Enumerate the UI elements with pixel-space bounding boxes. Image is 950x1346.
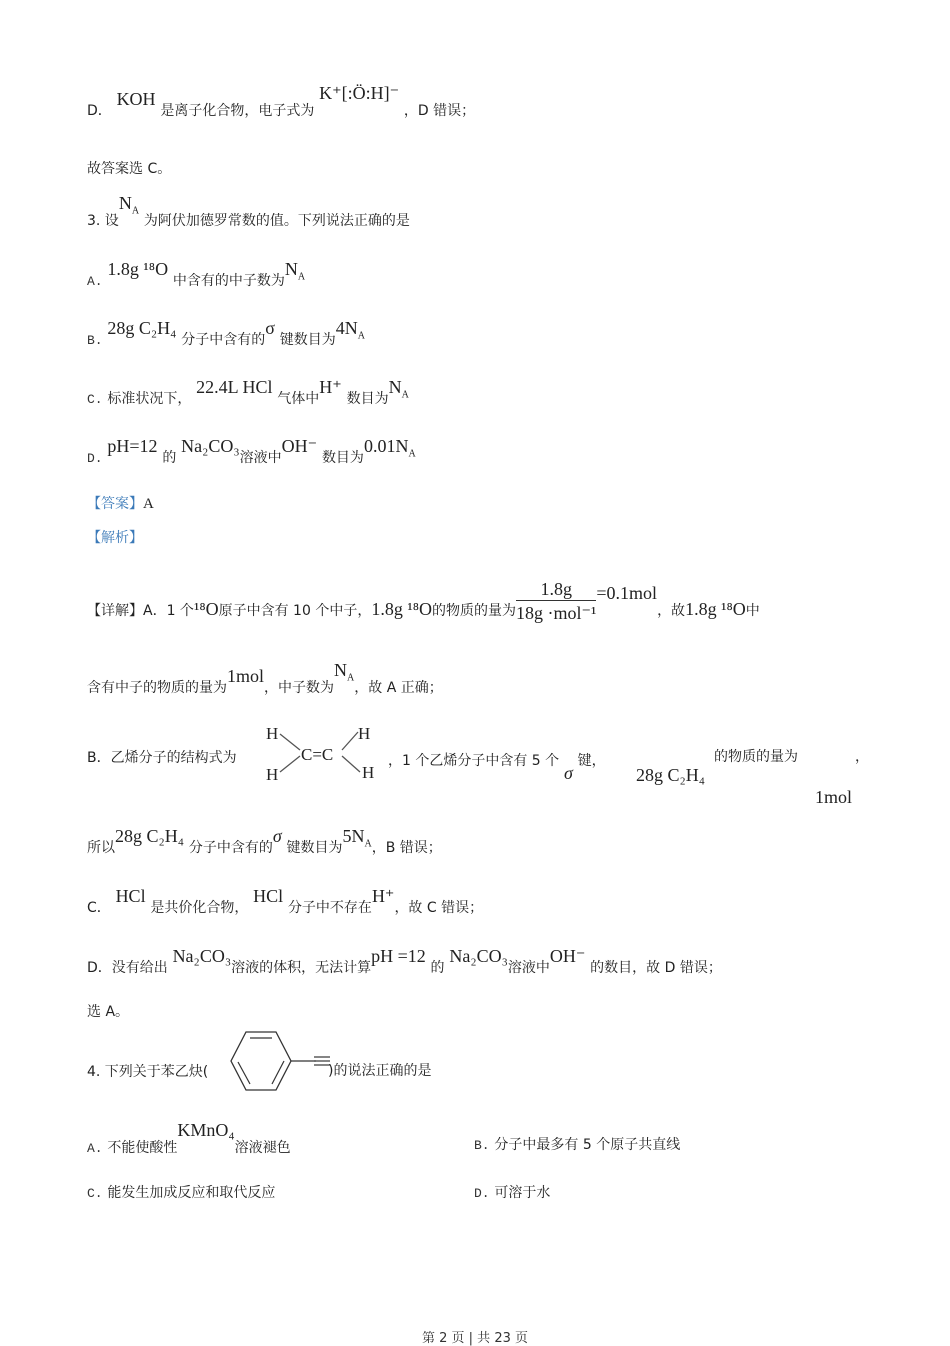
q3-option-d: D. pH=12 的 Na₂CO₃溶液中OH⁻ 数目为$0.01N_A$: [87, 436, 416, 466]
svg-text:H: H: [358, 724, 371, 743]
svg-text:H: H: [362, 763, 375, 782]
page-footer: 第 2 页 | 共 23 页: [422, 1331, 528, 1346]
answer-line: [87, 496, 154, 512]
b-formula: 28g C₂H₄: [636, 765, 706, 785]
detail-a-line2: 含有中子的物质的量为1mol，中子数为$N_A$，故 A 正确；: [87, 660, 443, 696]
detail-c-line: C． HCl 是共价化合物， HCl 分子中不存在H⁺，故 C 错误；: [87, 886, 484, 916]
svg-text:H: H: [266, 724, 279, 743]
ethylene-structure: [262, 722, 386, 786]
answer-value: A: [143, 496, 154, 512]
detail-final: 选 A。: [87, 1004, 130, 1020]
q3-option-a: A. 1.8g ¹⁸O 中含有的中子数为$N_A$: [87, 259, 306, 289]
option-label: D．: [87, 103, 112, 119]
question-3-stem: 3. 设$N_A$ 为阿伏加德罗常数的值。下列说法正确的是: [87, 193, 410, 229]
prev-conclusion: 故答案选 C。: [87, 161, 172, 177]
svg-text:C=C: C=C: [301, 745, 334, 764]
formula-koh: KOH: [116, 89, 156, 109]
q4-option-b: B. 分子中最多有 5 个原子共直线: [474, 1137, 681, 1153]
q3-option-c: C. 标准状况下， 22.4L HCl 气体中H⁺ 数目为$N_A$: [87, 377, 409, 407]
detail-d-line: D．没有给出 Na₂CO₃溶液的体积，无法计算pH =12 的 Na₂CO₃溶液中OH⁻ 的数目，故 D 错误；: [87, 946, 722, 976]
q4-option-d: D. 可溶于水: [474, 1185, 551, 1201]
analysis-tag: 【解析】: [87, 530, 143, 546]
answer-tag: 【答案】: [87, 496, 143, 512]
question-4-stem: 4. 下列关于苯乙炔(: [87, 1064, 209, 1080]
electron-formula: K⁺[:Ö:H]⁻: [319, 83, 400, 103]
detail-b-line2: 所以28g C₂H₄ 分子中含有的σ 键数目为$5N_A$，B 错误；: [87, 826, 442, 856]
na-symbol: $N_A$: [118, 193, 140, 217]
detail-b-line1: B．乙烯分子的结构式为: [87, 750, 237, 766]
fraction: $\frac{1.8g}{\text{18g ·mol⁻¹}}$: [516, 579, 597, 623]
sigma-symbol: σ: [265, 318, 275, 338]
detail-a-line1: 【详解】A．1 个¹⁸O原子中含有 10 个中子，1.8g ¹⁸O的物质的量为 $\frac{1.8g}{\text{18g ·mol⁻¹}}$ =0.1mol，故1.8g ¹⁸O中: [87, 579, 760, 623]
q4-option-a: A. 不能使酸性KMnO₄溶液褪色: [87, 1120, 291, 1156]
q3-option-b: B. 28g C₂H₄ 分子中含有的σ 键数目为$4N_A$: [87, 318, 365, 348]
phenylacetylene-structure-icon: [226, 1030, 332, 1092]
detail-b-line1-rest: ，1 个乙烯分子中含有 5 个 σ 键，: [388, 753, 606, 783]
q4-option-c: C. 能发生加成反应和取代反应: [87, 1185, 276, 1201]
svg-text:H: H: [266, 765, 279, 784]
prev-option-d-line: D． KOH 是离子化合物，电子式为 K⁺[:Ö:H]⁻ ，D 错误；: [87, 83, 476, 119]
